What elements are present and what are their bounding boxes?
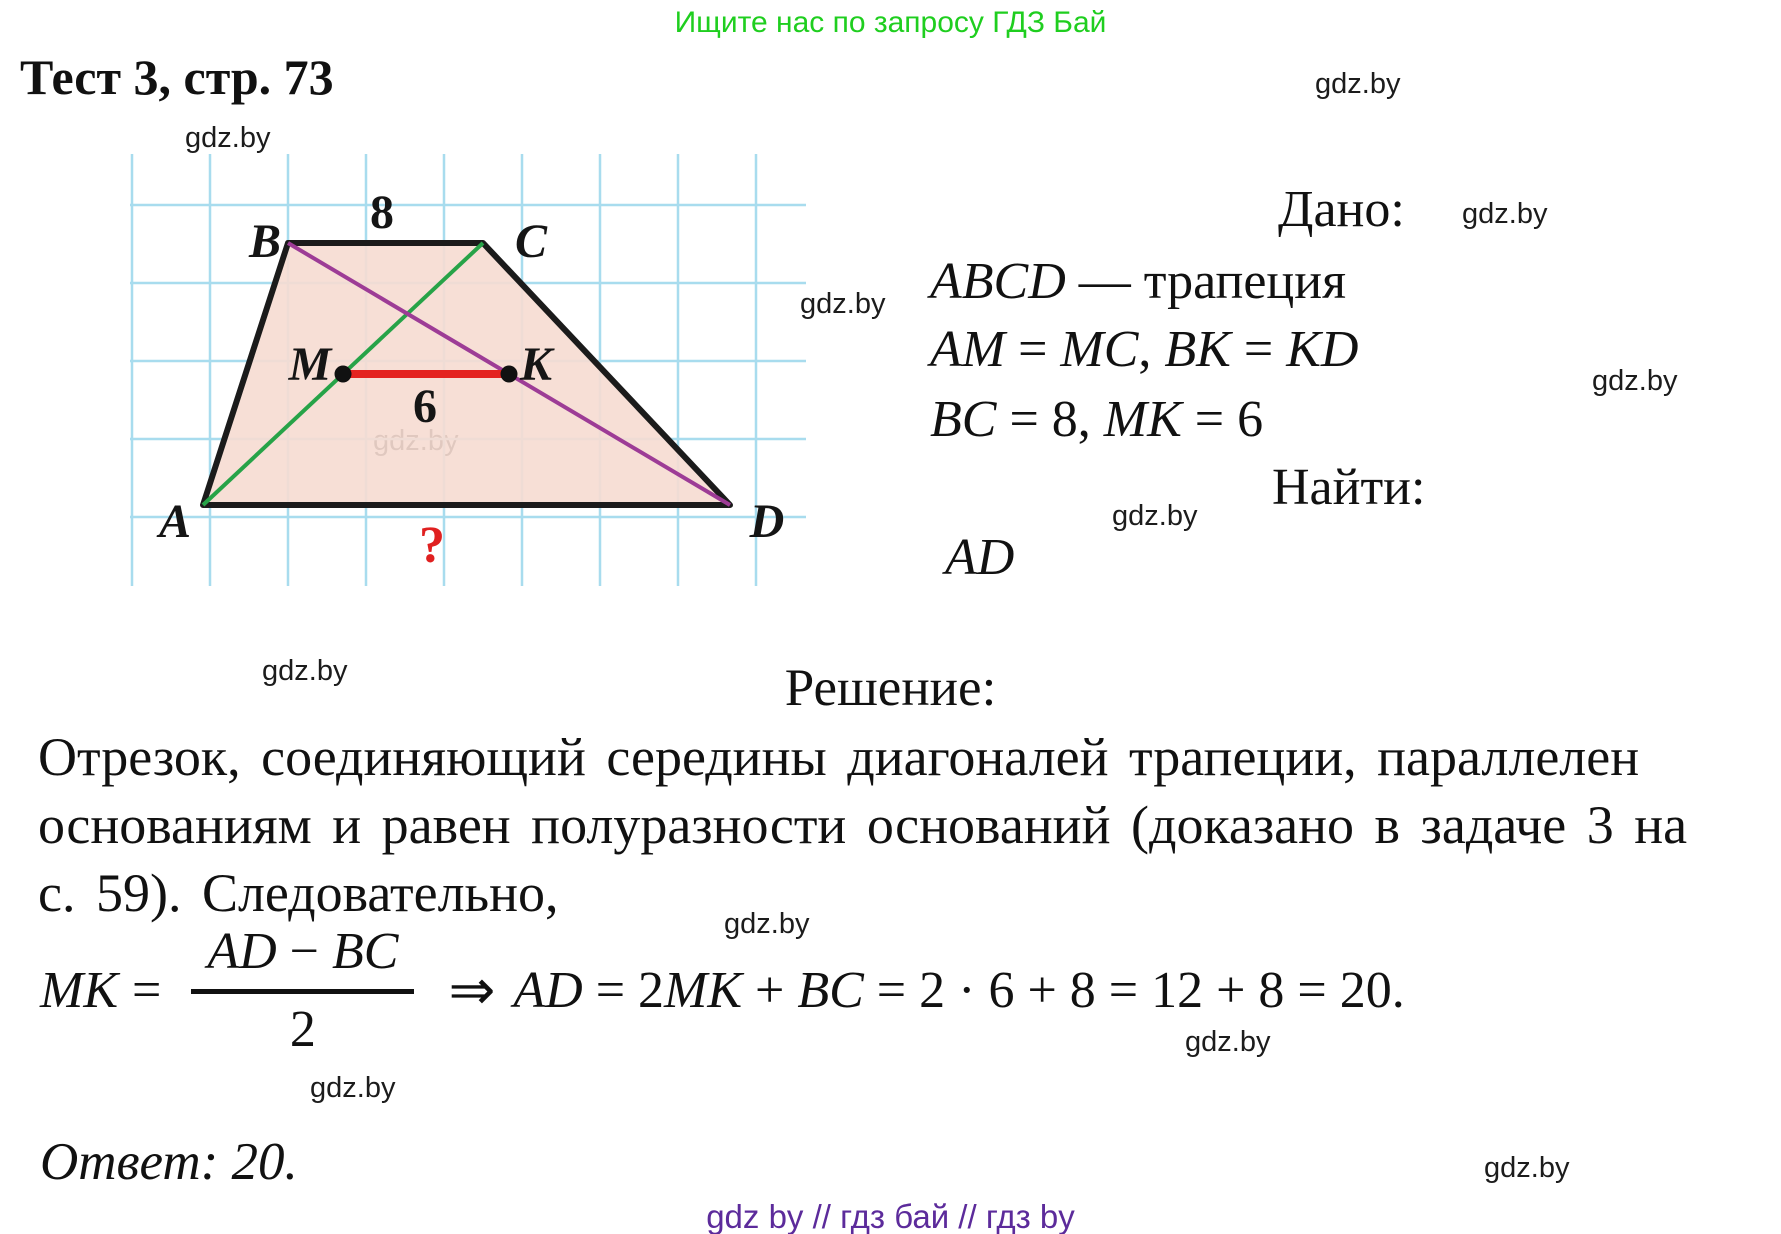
answer-text: Ответ: 20. bbox=[40, 1133, 298, 1191]
footer-text: gdz by // гдз бай // гдз by bbox=[706, 1198, 1075, 1234]
watermark: gdz.by bbox=[310, 1072, 396, 1104]
math-var: BC bbox=[930, 391, 997, 448]
formula bbox=[40, 922, 1405, 1059]
watermark: gdz.by bbox=[1112, 500, 1198, 532]
formula-lhs: MK bbox=[40, 962, 118, 1019]
math-var: AM bbox=[930, 321, 1006, 378]
math-var: BK bbox=[1164, 321, 1231, 378]
find-heading: Найти: bbox=[1272, 459, 1426, 516]
watermark: gdz.by bbox=[800, 288, 886, 320]
watermark: gdz.by bbox=[1462, 198, 1548, 230]
given-line-3: BC = 8, MK = 6 bbox=[930, 391, 1264, 448]
implies-arrow: ⇒ bbox=[448, 960, 496, 1022]
solution-paragraph-line: основаниям и равен полуразности оснований (доказано в задаче 3 на bbox=[38, 795, 1688, 855]
point-k-dot bbox=[501, 366, 518, 383]
equals-sign: = bbox=[132, 962, 162, 1019]
find-value: AD bbox=[945, 529, 1015, 586]
vertex-a-label: A bbox=[158, 495, 192, 548]
math-var: MK bbox=[1103, 391, 1182, 448]
watermark: gdz.by bbox=[724, 908, 810, 940]
question-mark: ? bbox=[419, 517, 445, 574]
header-banner: Ищите нас по запросу ГДЗ Бай bbox=[674, 6, 1107, 39]
point-m-label: M bbox=[288, 338, 332, 391]
math-var: KD bbox=[1286, 321, 1359, 378]
point-m-dot bbox=[335, 366, 352, 383]
watermark: gdz.by bbox=[1592, 365, 1678, 397]
given-line-1: ABCD — трапеция bbox=[930, 253, 1347, 310]
page-title: Тест 3, стр. 73 bbox=[20, 49, 334, 105]
vertex-b-label: B bbox=[248, 215, 282, 268]
formula-chain: AD = 2MK + BC = 2 · 6 + 8 = 12 + 8 = 20. bbox=[513, 962, 1405, 1019]
math-var: MC bbox=[1060, 321, 1139, 378]
fraction-numerator: AD − BC bbox=[191, 922, 414, 994]
watermark: gdz.by bbox=[185, 122, 271, 154]
watermark: gdz.by bbox=[1185, 1026, 1271, 1058]
solution-heading: Решение: bbox=[784, 659, 997, 717]
fraction-denominator: 2 bbox=[289, 1001, 316, 1058]
point-k-label: K bbox=[519, 338, 553, 391]
solution-paragraph-line: Отрезок, соединяющий середины диагоналей трапеции, параллелен bbox=[38, 727, 1640, 787]
watermark: gdz.by bbox=[1484, 1152, 1570, 1184]
solution-paragraph-line: с. 59). Следовательно, bbox=[38, 863, 559, 923]
math-var: ABCD bbox=[930, 253, 1066, 310]
fraction bbox=[191, 922, 414, 1059]
watermark: gdz.by bbox=[262, 655, 348, 687]
watermark: gdz.by bbox=[1315, 68, 1401, 100]
length-bc-label: 8 bbox=[370, 186, 394, 239]
length-mk-label: 6 bbox=[413, 380, 437, 433]
given-line-2: AM = MC, BK = KD bbox=[930, 321, 1359, 378]
trapezoid-figure bbox=[130, 150, 810, 590]
vertex-c-label: C bbox=[514, 215, 548, 268]
vertex-d-label: D bbox=[749, 495, 785, 548]
given-heading: Дано: bbox=[1278, 181, 1405, 238]
